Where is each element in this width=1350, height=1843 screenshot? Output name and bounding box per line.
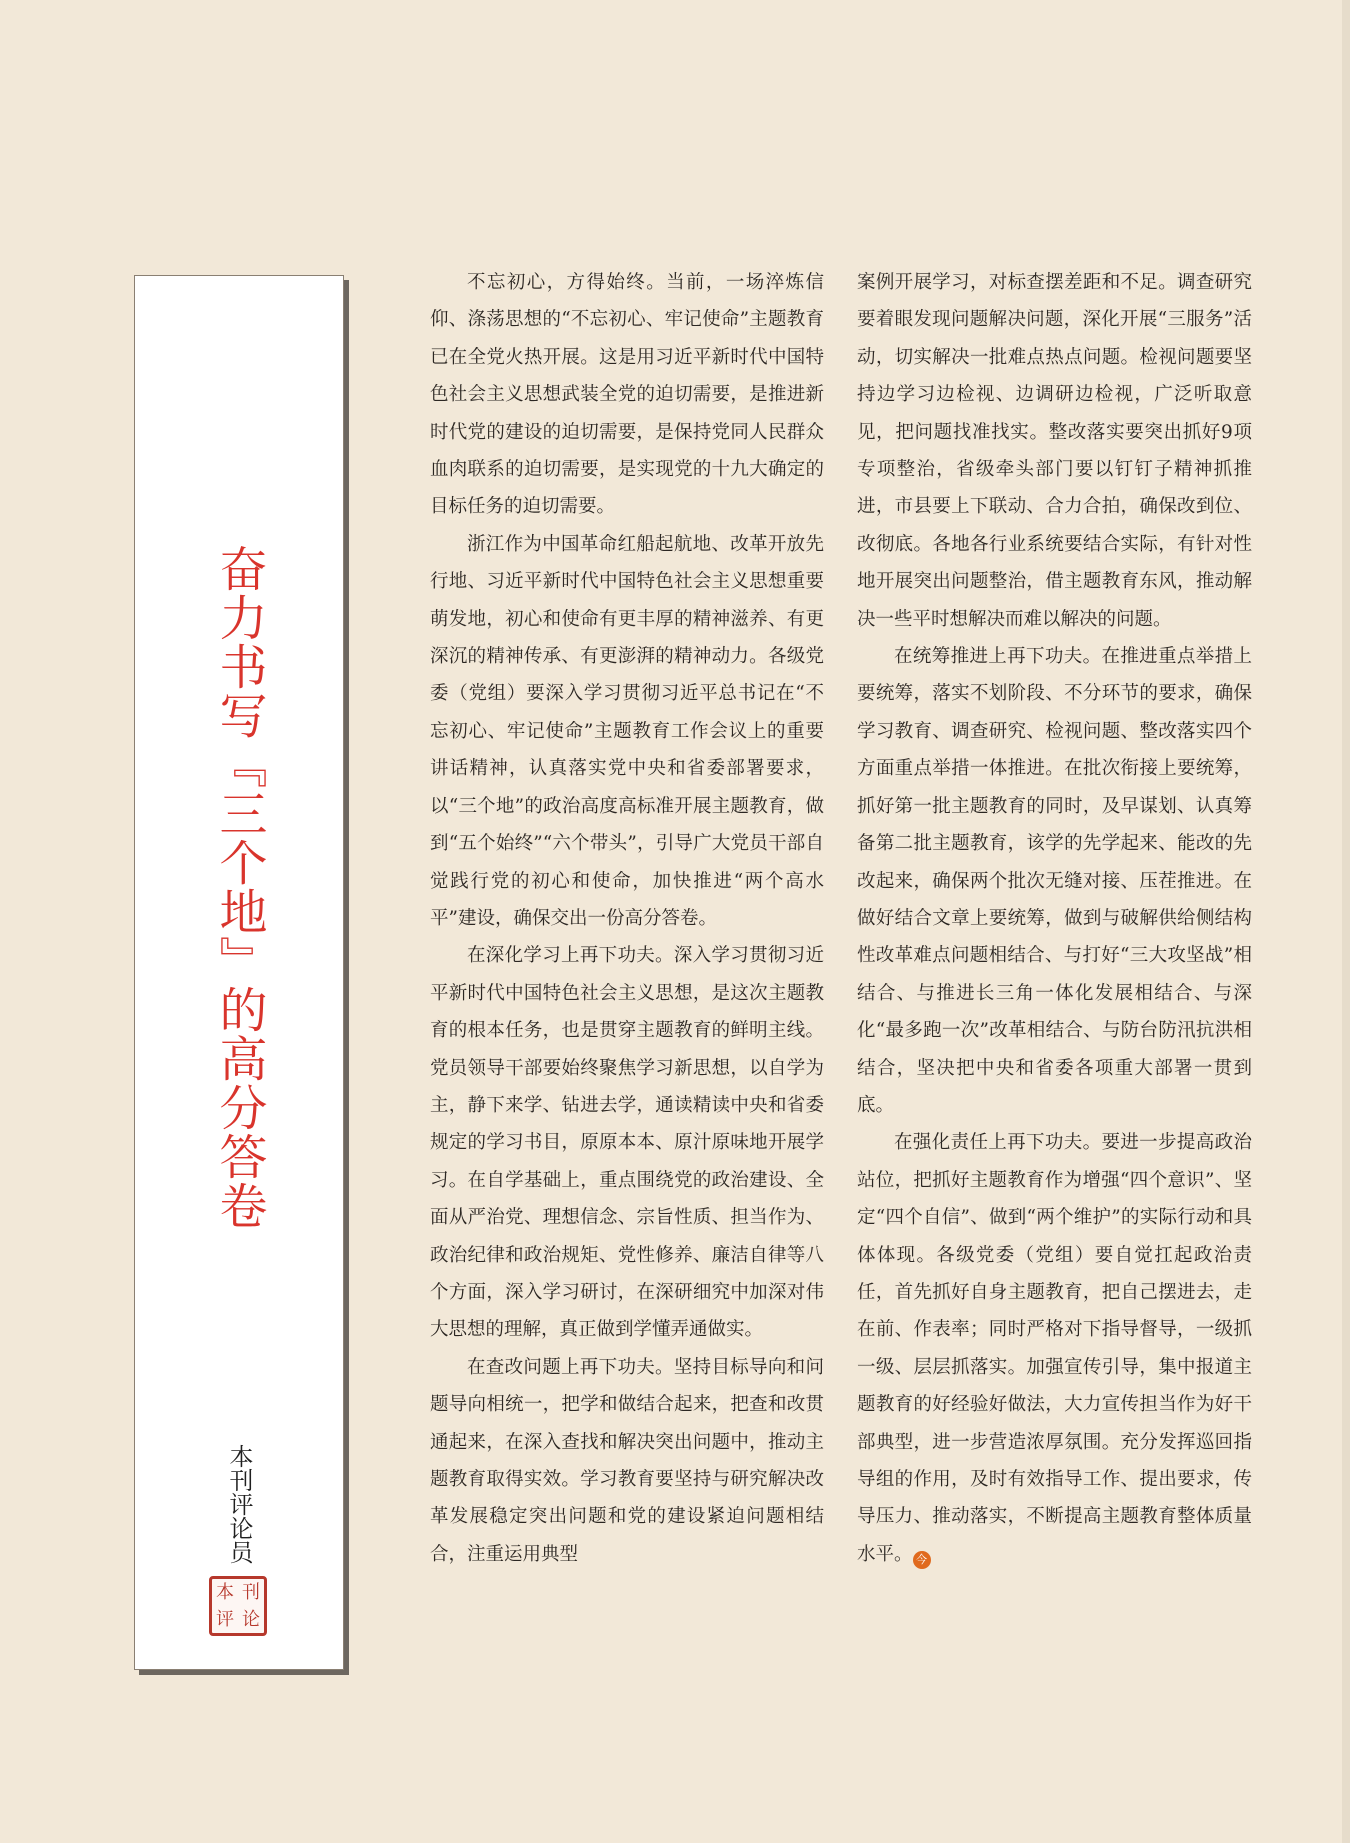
end-mark-icon: 今	[913, 1551, 931, 1569]
seal-char-4: 论	[242, 1608, 260, 1630]
paragraph-final	[857, 1124, 1252, 1573]
paragraph: 浙江作为中国革命红船起航地、改革开放先行地、习近平新时代中国特色社会主义思想重要萌发地，初心和使命有更丰厚的精神滋养、有更深沉的精神传承、有更澎湃的精神动力。各级党委（党组）要深入学习贯彻习近平总书记在“不忘初心、牢记使命”主题教育工作会议上的重要讲话精神，认真落实党中央和省委部署要求，以“三个地”的政治高度高标准开展主题教育，做到“五个始终”“六个带头”，引导广大党员干部自觉践行党的初心和使命，加快推进“两个高水平”建设，确保交出一份高分答卷。	[430, 533, 824, 929]
seal-char-3: 评	[216, 1608, 234, 1630]
seal-char-2: 刊	[242, 1581, 260, 1603]
paragraph-continued: 案例开展学习，对标查摆差距和不足。调查研究要着眼发现问题解决问题，深化开展“三服务”活动，切实解决一批难点热点问题。检视问题要坚持边学习边检视、边调研边检视，广泛听取意见，把问题找准找实。整改落实要突出抓好9项专项整治，省级牵头部门要以钉钉子精神抓推进，市县要上下联动、合力合拍，确保改到位、改彻底。各地各行业系统要结合实际，有针对性地开展突出问题整治，借主题教育东风，推动解决一些平时想解决而难以解决的问题。	[857, 272, 1252, 630]
seal-char-1: 本	[216, 1581, 234, 1603]
page-edge-strip	[1342, 0, 1350, 1843]
paragraph-final-text: 在强化责任上再下功夫。要进一步提高政治站位，把抓好主题教育作为增强“四个意识”、坚定“四个自信”、做到“两个维护”的实际行动和具体体现。各级党委（党组）要自觉扛起政治责任，首先抓好自身主题教育，把自己摆进去，走在前、作表率；同时严格对下指导督导，一级抓一级、层层抓落实。加强宣传引导，集中报道主题教育的好经验好做法，大力宣传担当作为好干部典型，进一步营造浓厚氛围。充分发挥巡回指导组的作用，及时有效指导工作、提出要求，传导压力、推动落实，不断提高主题教育整体质量水平。	[857, 1132, 1252, 1565]
left-column	[430, 264, 824, 1573]
article-title: 奋力书写『三个地』的高分答卷	[211, 544, 267, 1230]
paragraph: 不忘初心，方得始终。当前，一场淬炼信仰、涤荡思想的“不忘初心、牢记使命”主题教育已在全党火热开展。这是用习近平新时代中国特色社会主义思想武装全党的迫切需要，是推进新时代党的建设的迫切需要，是保持党同人民群众血肉联系的迫切需要，是实现党的十九大确定的目标任务的迫切需要。	[430, 272, 824, 518]
paragraph: 在统筹推进上再下功夫。在推进重点举措上要统筹，落实不划阶段、不分环节的要求，确保学习教育、调查研究、检视问题、整改落实四个方面重点举措一体推进。在批次衔接上要统筹，抓好第一批主题教育的同时，及早谋划、认真筹备第二批主题教育，该学的先学起来、能改的先改起来，确保两个批次无缝对接、压茬推进。在做好结合文章上要统筹，做到与破解供给侧结构性改革难点问题相结合、与打好“三大攻坚战”相结合、与推进长三角一体化发展相结合、与深化“最多跑一次”改革相结合、与防台防汛抗洪相结合，坚决把中央和省委各项重大部署一贯到底。	[857, 646, 1252, 1116]
paragraph: 在查改问题上再下功夫。坚持目标导向和问题导向相统一，把学和做结合起来，把查和改贯通起来，在深入查找和解决突出问题中，推动主题教育取得实效。学习教育要坚持与研究解决改革发展稳定突出问题和党的建设紧迫问题相结合，注重运用典型	[430, 1356, 824, 1565]
seal-stamp	[209, 1576, 267, 1636]
paragraph: 在深化学习上再下功夫。深入学习贯彻习近平新时代中国特色社会主义思想，是这次主题教育的根本任务，也是贯穿主题教育的鲜明主线。党员领导干部要始终聚焦学习新思想，以自学为主，静下来学、钻进去学，通读精读中央和省委规定的学习书目，原原本本、原汁原味地开展学习。在自学基础上，重点围绕党的政治建设、全面从严治党、理想信念、宗旨性质、担当作为、政治纪律和政治规矩、党性修养、廉洁自律等八个方面，深入学习研讨，在深研细究中加深对伟大思想的理解，真正做到学懂弄通做实。	[430, 945, 824, 1341]
right-column	[857, 264, 1252, 1573]
byline: 本刊评论员	[225, 1444, 253, 1564]
title-panel	[134, 275, 344, 1670]
